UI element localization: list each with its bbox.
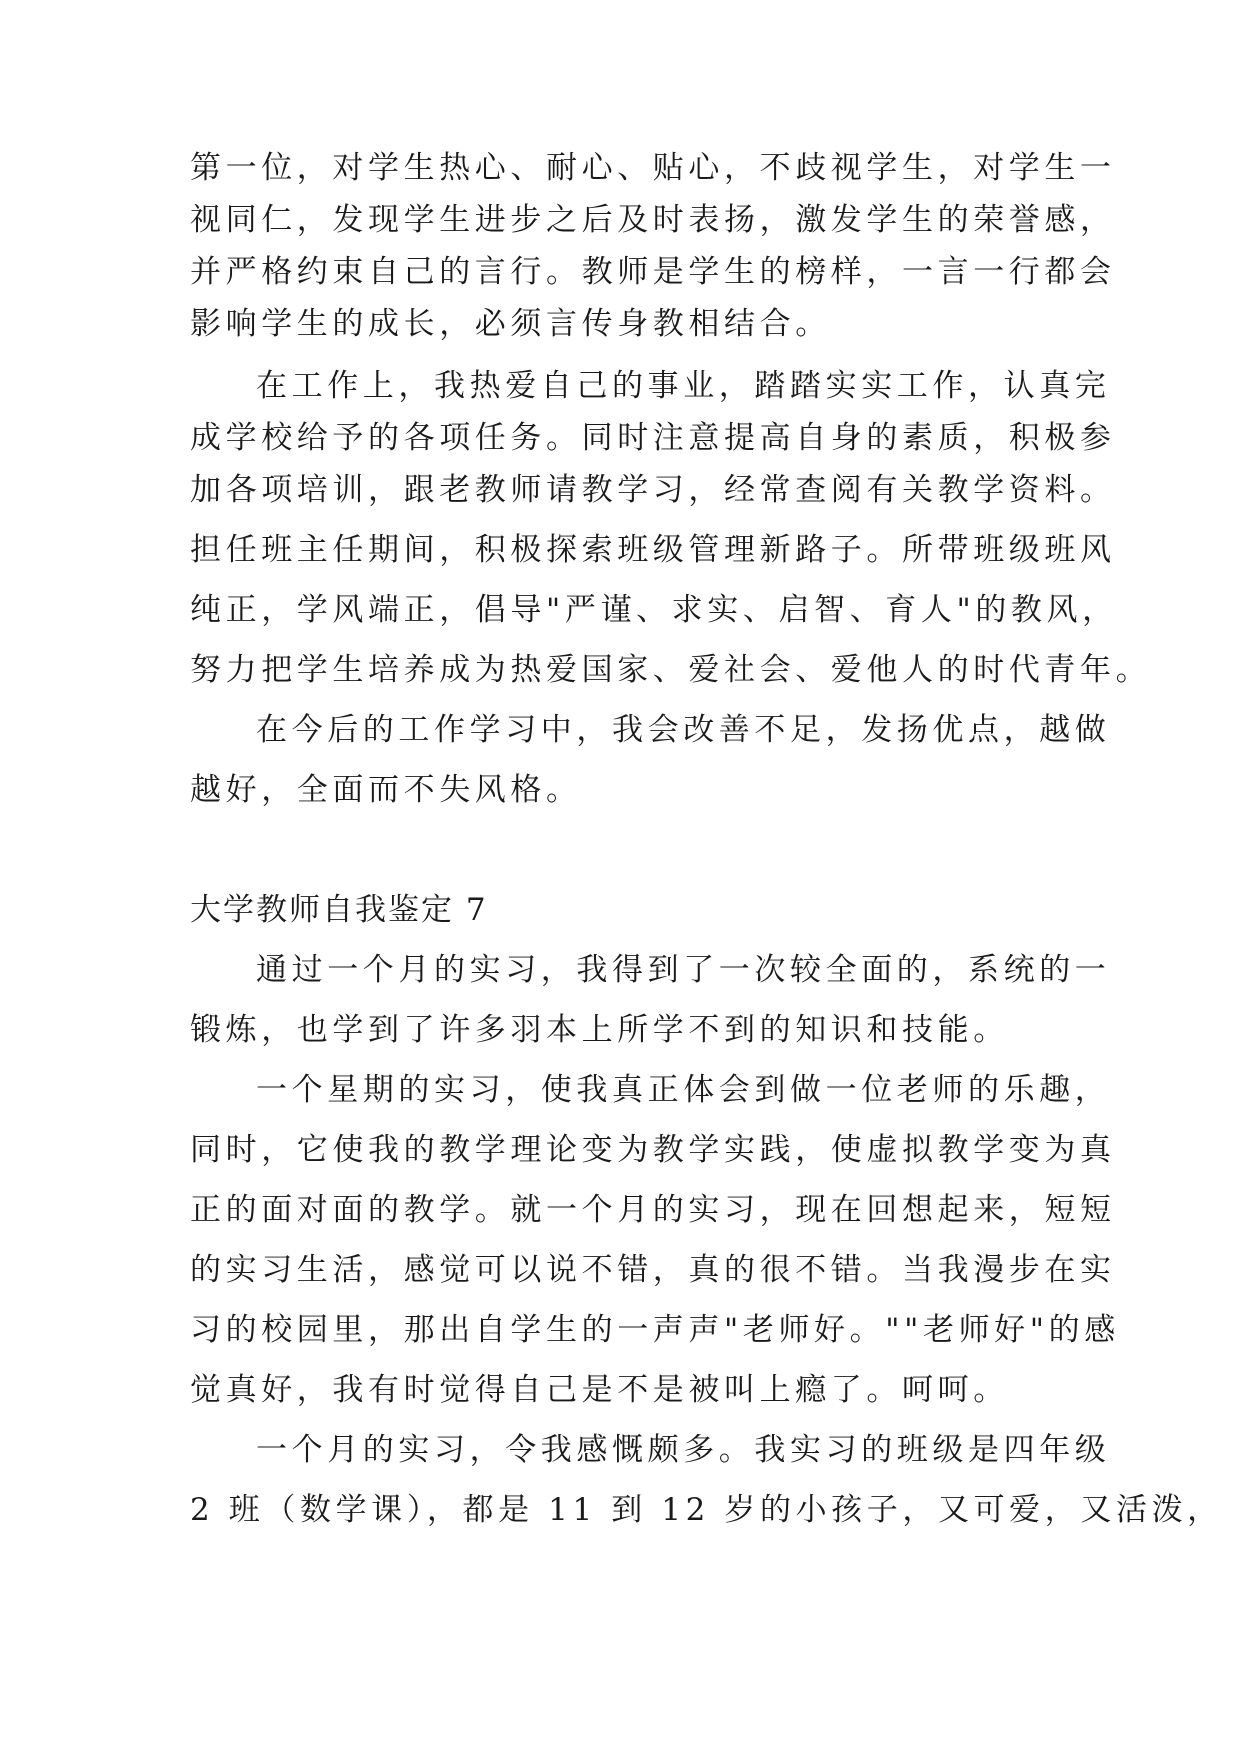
text-line: 担任班主任期间，积极探索班级管理新路子。所带班级班风 bbox=[190, 532, 1116, 568]
text-line: 的实习生活，感觉可以说不错，真的很不错。当我漫步在实 bbox=[190, 1252, 1116, 1288]
paragraph-first-line: 通过一个月的实习，我得到了一次较全面的，系统的一 bbox=[256, 952, 1111, 988]
paragraph-first-line: 一个月的实习，令我感慨颇多。我实习的班级是四年级 bbox=[256, 1432, 1111, 1468]
text-line: 2 班（数学课），都是 11 到 12 岁的小孩子，又可爱，又活泼， bbox=[190, 1492, 1223, 1528]
text-line: 正的面对面的教学。就一个月的实习，现在回想起来，短短 bbox=[190, 1192, 1116, 1228]
text-line: 视同仁，发现学生进步之后及时表扬，激发学生的荣誉感， bbox=[190, 202, 1116, 238]
text-line: 同时，它使我的教学理论变为教学实践，使虚拟教学变为真 bbox=[190, 1132, 1116, 1168]
text-line: 成学校给予的各项任务。同时注意提高自身的素质，积极参 bbox=[190, 420, 1116, 456]
section-heading: 大学教师自我鉴定 7 bbox=[190, 892, 488, 928]
text-line: 纯正，学风端正，倡导"严谨、求实、启智、育人"的教风， bbox=[190, 592, 1118, 628]
text-line: 影响学生的成长，必须言传身教相结合。 bbox=[190, 306, 831, 342]
text-line: 加各项培训，跟老教师请教学习，经常查阅有关教学资料。 bbox=[190, 472, 1116, 508]
text-line: 觉真好，我有时觉得自己是不是被叫上瘾了。呵呵。 bbox=[190, 1372, 1009, 1408]
paragraph-first-line: 在今后的工作学习中，我会改善不足，发扬优点，越做 bbox=[256, 712, 1111, 748]
text-line: 锻炼，也学到了许多羽本上所学不到的知识和技能。 bbox=[190, 1012, 1009, 1048]
paragraph-first-line: 一个星期的实习，使我真正体会到做一位老师的乐趣， bbox=[256, 1072, 1111, 1108]
text-line: 努力把学生培养成为热爱国家、爱社会、爱他人的时代青年。 bbox=[190, 652, 1152, 688]
text-line: 第一位，对学生热心、耐心、贴心，不歧视学生，对学生一 bbox=[190, 150, 1116, 186]
text-line: 习的校园里，那出自学生的一声声"老师好。""老师好"的感 bbox=[190, 1312, 1120, 1348]
text-line: 并严格约束自己的言行。教师是学生的榜样，一言一行都会 bbox=[190, 254, 1116, 290]
paragraph-first-line: 在工作上，我热爱自己的事业，踏踏实实工作，认真完 bbox=[256, 368, 1111, 404]
text-line: 越好，全面而不失风格。 bbox=[190, 772, 582, 808]
